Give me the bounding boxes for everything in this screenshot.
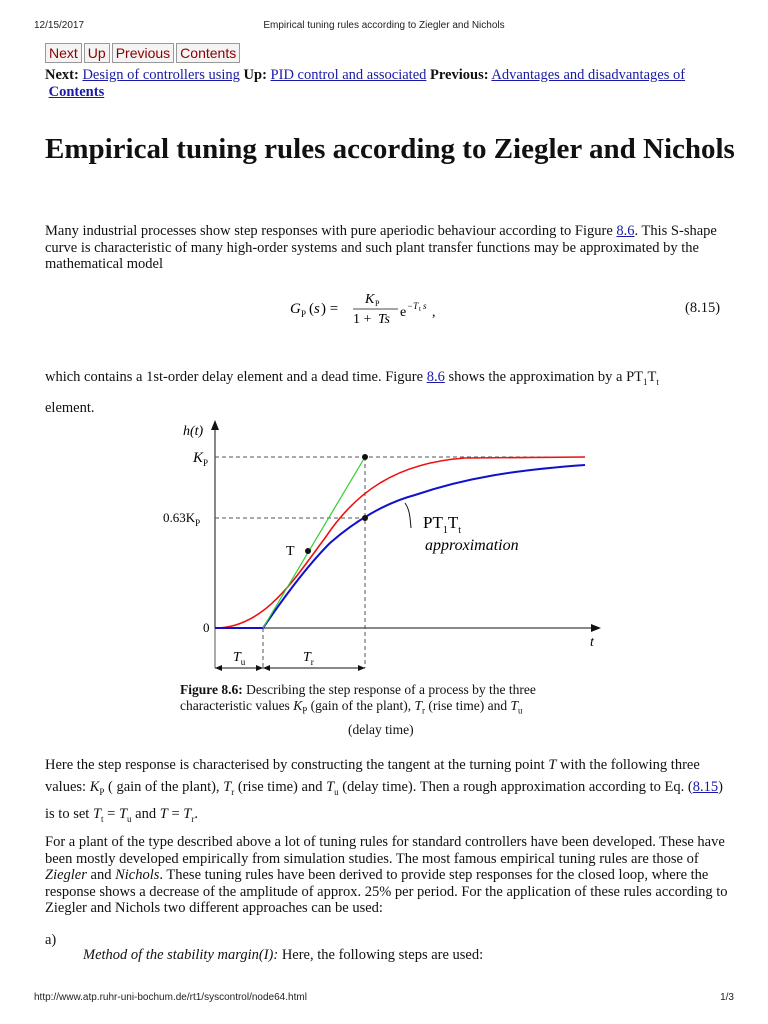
- turning-point: [305, 548, 311, 554]
- y-axis-arrow-icon: [211, 420, 219, 430]
- caption-kp: (gain of the plant),: [310, 698, 412, 713]
- previous-label: Previous:: [430, 67, 489, 83]
- ziegler-name: Ziegler: [45, 867, 87, 883]
- caption-label: Figure 8.6:: [180, 682, 243, 697]
- para1-text-a: Many industrial processes show step responses with pure aperiodic behaviour according to Figure: [45, 223, 617, 239]
- next-button[interactable]: Next: [45, 43, 82, 63]
- para3-g: and: [131, 805, 160, 822]
- tu-arrow-left-icon: [215, 665, 222, 671]
- x-axis-arrow-icon: [591, 624, 601, 632]
- svg-text:e: e: [400, 305, 407, 320]
- nichols-name: Nichols: [115, 867, 160, 883]
- list-item-a: [83, 947, 733, 964]
- svg-text:) =: ) =: [321, 301, 339, 317]
- tangent-line: [263, 457, 365, 628]
- contents-link[interactable]: Contents: [48, 84, 105, 100]
- caption-delay-time: (delay time): [348, 722, 414, 737]
- para4-and: and: [86, 867, 116, 883]
- nav-buttons: [45, 43, 240, 63]
- figure-caption: Figure 8.6: Describing the step response of a process by the three characteristic values $K_P$ (gain of the plant), $T_r$ (rise time) and $T_u$: [180, 682, 536, 716]
- para2-text-a: which contains a 1st-order delay element and a dead time. Figure: [45, 369, 427, 385]
- svg-text:,: ,: [432, 305, 436, 320]
- next-link[interactable]: Design of controllers using: [82, 67, 240, 83]
- svg-text:P: P: [375, 299, 380, 308]
- paragraph-intro: [45, 223, 735, 273]
- para4-a: For a plant of the type described above a lot of tuning rules for standard controllers have been developed. These have been mostly developed empirically from simulation studies. The most famous empirical tuning rules are those of: [45, 834, 725, 867]
- para3-f: ) is to set: [45, 779, 723, 822]
- pt1tt-math: $PT_1T_t$: [626, 369, 659, 387]
- next-label: Next:: [45, 67, 79, 83]
- para2-text-c: element.: [45, 399, 95, 416]
- tu-label: $T_u$: [233, 650, 246, 667]
- zero-label: 0: [203, 620, 210, 635]
- kp063-point: [362, 515, 368, 521]
- equation-formula: [290, 286, 450, 326]
- print-date: 12/15/2017: [34, 20, 85, 31]
- svg-text:K: K: [365, 292, 375, 307]
- step-response-figure: [155, 418, 605, 680]
- paragraph-tuning-rules: [45, 834, 735, 917]
- para3-c: ( gain of the plant),: [104, 779, 224, 795]
- para3-b: with the following three values:: [45, 757, 700, 795]
- tu-arrow-right-icon: [256, 665, 263, 671]
- up-button[interactable]: Up: [84, 43, 110, 63]
- equation-number: (8.15): [685, 300, 721, 316]
- svg-text:P: P: [301, 309, 307, 319]
- kp-label: $K_P$: [193, 450, 209, 468]
- y-axis-label: h(t): [183, 424, 204, 439]
- svg-text:−T: −T: [407, 301, 419, 311]
- previous-button[interactable]: Previous: [112, 43, 174, 63]
- svg-text:t: t: [419, 305, 421, 313]
- para3-h: .: [194, 805, 198, 822]
- svg-text:(: (: [309, 301, 314, 317]
- figure-ref-link[interactable]: 8.6: [616, 223, 635, 239]
- nav-links: [45, 67, 735, 101]
- kp063-label: $0.63K_P$: [163, 510, 201, 528]
- print-url: http://www.atp.ruhr-uni-bochum.de/rt1/syscontrol/node64.html: [34, 992, 307, 1003]
- tr-label: $T_r$: [303, 650, 314, 667]
- para4-b: . These tuning rules have been derived to provide step responses for the closed loop, where the response shows a decrease of the amplitude of approx. 25% per period. For the application of these rules according to Ziegler and Nichols two different approaches can be used:: [45, 867, 728, 916]
- list-item-a-marker: a): [45, 932, 57, 948]
- red-step-response-curve: [215, 457, 585, 628]
- figure-ref-link-2[interactable]: 8.6: [426, 369, 445, 385]
- caption-tr: (rise time) and: [428, 698, 508, 713]
- para1-text-b: . This S-shape curve is characteristic of many high-order systems and such plant transfer functions may be approximated by the mathematical model: [45, 223, 717, 272]
- print-page-number: 1/3: [720, 992, 734, 1003]
- equation: [290, 286, 450, 331]
- para3-d: (rise time) and: [234, 779, 327, 795]
- para3-e: (delay time). Then a rough approximation according to Eq. (: [338, 779, 693, 795]
- paragraph-approximation: [45, 364, 735, 421]
- svg-text:s: s: [314, 301, 320, 317]
- page-title: Empirical tuning rules according to Ziegler and Nichols: [45, 133, 735, 165]
- approximation-pointer: [405, 503, 411, 528]
- caption-text: Describing the step response of a process by the three characteristic values: [180, 682, 536, 713]
- svg-text:1 +: 1 +: [353, 312, 372, 326]
- approx-word-label: approximation: [425, 537, 519, 554]
- kp-point: [362, 454, 368, 460]
- equation-ref-link[interactable]: 8.15: [692, 779, 719, 795]
- tr-arrow-right-icon: [358, 665, 365, 671]
- tr-arrow-left-icon: [263, 665, 270, 671]
- contents-button[interactable]: Contents: [176, 43, 240, 63]
- svg-text:Ts: Ts: [378, 312, 390, 326]
- previous-link[interactable]: Advantages and disadvantages of: [491, 67, 686, 83]
- svg-text:G: G: [290, 301, 301, 317]
- para2-text-b: shows the approximation by a: [444, 369, 627, 385]
- print-title: Empirical tuning rules according to Ziegler and Nichols: [263, 20, 505, 31]
- svg-text:s: s: [423, 301, 427, 311]
- para3-a: Here the step response is characterised by constructing the tangent at the turning point: [45, 757, 549, 773]
- method-text: Here, the following steps are used:: [278, 947, 484, 963]
- turning-point-label: T: [286, 544, 295, 559]
- up-link[interactable]: PID control and associated: [270, 67, 427, 83]
- print-header: [0, 0, 768, 30]
- paragraph-tangent: Here the step response is characterised by constructing the tangent at the turning point T with the following three values: $K_P$ ( gain of the plant), $T_r$ (rise time) and $T_u$ (delay time). Then a rough approximation according to Eq. (8.15) is to set $T_t = T_u$ and $T = T_r$.: [45, 757, 723, 824]
- up-label: Up:: [243, 67, 267, 83]
- method-title: Method of the stability margin(I):: [83, 947, 279, 963]
- t-axis-label: t: [590, 635, 594, 650]
- approx-main-label: $PT_1T_t$: [423, 513, 462, 536]
